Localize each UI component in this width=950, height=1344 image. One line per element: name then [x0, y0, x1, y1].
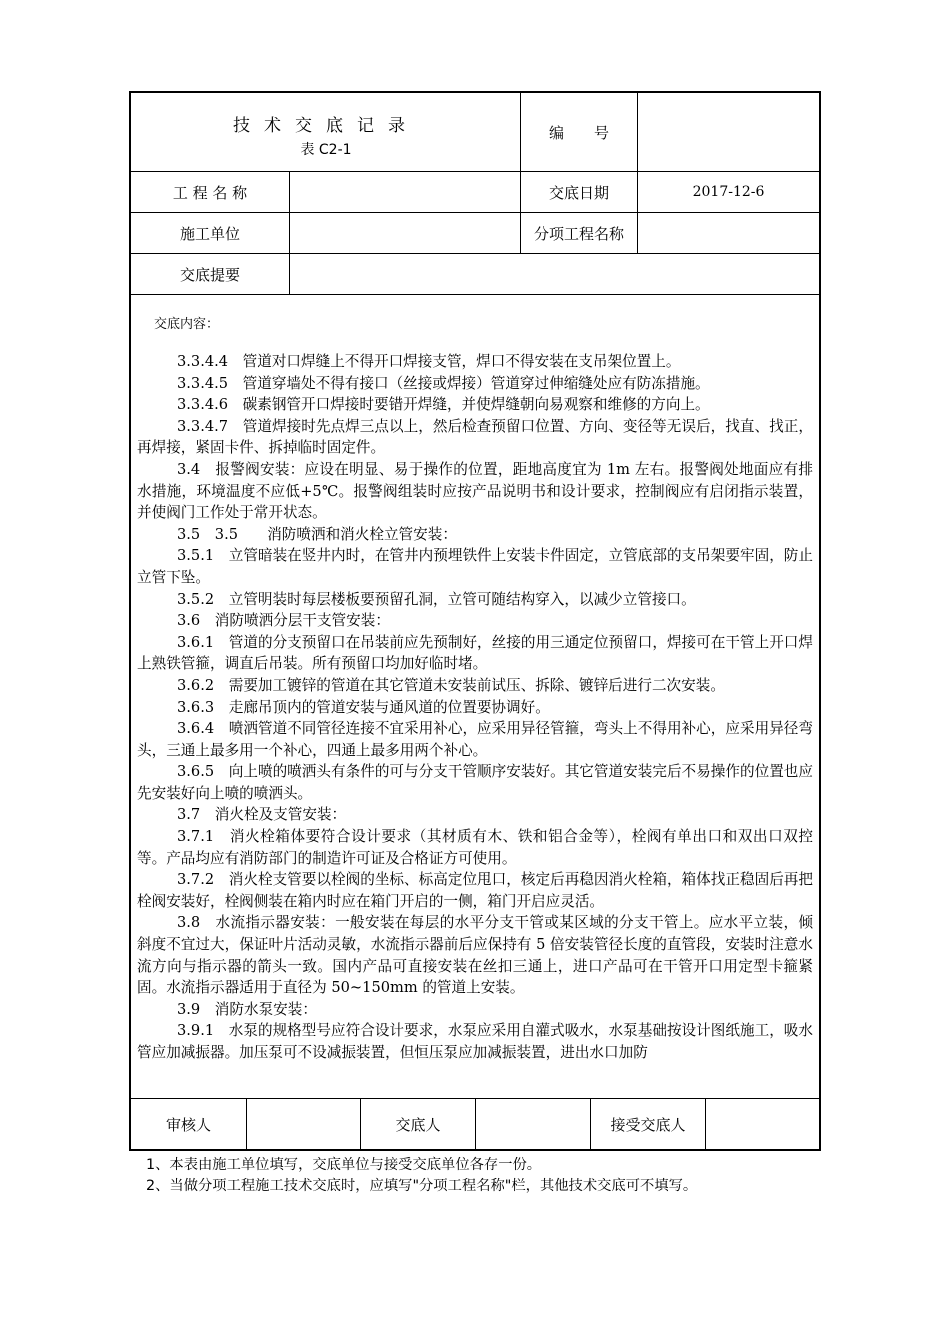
sub-project-label: 分项工程名称: [533, 224, 624, 243]
summary-value[interactable]: [290, 254, 819, 294]
content-paragraph: 3.7 消火栓及支管安装：: [177, 806, 347, 824]
content-paragraph: 3.4 报警阀安装：应设在明显、易于操作的位置，距地高度宜为 1m 左右。报警阀处地面应有排水措施，环境温度不应低+5℃。报警阀组装时应按产品说明书和设计要求，控制阀应有启闭指示装置，并使阀门工作处于常开状态。: [137, 460, 813, 522]
date-value[interactable]: 2017-12-6: [692, 184, 765, 200]
content-paragraph: 3.5 3.5 消防喷洒和消火栓立管安装：: [177, 525, 457, 543]
summary-label: 交底提要: [179, 265, 240, 284]
number-label: 编 号: [548, 123, 609, 142]
content-paragraph: 3.6.2 需要加工镀锌的管道在其它管道未安装前试压、拆除、镀锌后进行二次安装。: [177, 676, 725, 694]
content-paragraph: 3.6.1 管道的分支预留口在吊装前应先预制好，丝接的用三通定位预留口，焊接可在干管上开口焊上熟铁管箍，调直后吊装。所有预留口均加好临时堵。: [137, 633, 813, 673]
content-paragraph: 3.9.1 水泵的规格型号应符合设计要求，水泵应采用自灌式吸水，水泵基础按设计图纸施工，吸水管应加减振器。加压泵可不设减振装置，但恒压泵应加减振装置，进出水口加防: [137, 1022, 813, 1061]
content-paragraph: 3.3.4.4 管道对口焊缝上不得开口焊接支管，焊口不得安装在支吊架位置上。: [177, 353, 681, 370]
content-body: [137, 351, 813, 1064]
form-title: 技术交底记录: [233, 116, 419, 136]
form-number: 表 C2-1: [300, 142, 352, 158]
content-paragraph: 3.6.3 走廊吊顶内的管道安装与通风道的位置要协调好。: [177, 698, 550, 716]
construction-unit-label: 施工单位: [179, 224, 240, 243]
content-paragraph: 3.3.4.5 管道穿墙处不得有接口（丝接或焊接）管道穿过伸缩缝处应有防冻措施。: [177, 374, 710, 392]
content-paragraph: 3.7.2 消火栓支管要以栓阀的坐标、标高定位甩口，核定后再稳因消火栓箱，箱体找正稳固后再把栓阀安装好，栓阀侧装在箱内时应在箱门开启的一侧，箱门开启应灵活。: [137, 871, 813, 910]
project-name-label: 工 程 名 称: [172, 183, 248, 202]
receiver-label: 接受交底人: [610, 1115, 686, 1134]
content-paragraph: 3.5.1 立管暗装在竖井内时，在管井内预埋铁件上安装卡件固定，立管底部的支吊架要牢固，防止立管下坠。: [137, 547, 813, 586]
reviewer-value[interactable]: [247, 1099, 360, 1149]
construction-unit-value[interactable]: [290, 213, 520, 253]
content-paragraph: 3.6 消防喷洒分层干支管安装：: [177, 612, 390, 630]
content-paragraph: 3.3.4.7 管道焊接时先点焊三点以上，然后检查预留口位置、方向、变径等无误后，找直、找正，再焊接，紧固卡件、拆掉临时固定件。: [137, 417, 813, 457]
content-paragraph: 3.3.4.6 碳素钢管开口焊接时要错开焊缝，并使焊缝朝向易观察和维修的方向上。: [177, 396, 710, 414]
note-line: 1、本表由施工单位填写，交底单位与接受交底单位各存一份。: [146, 1157, 542, 1173]
note-line: 2、当做分项工程施工技术交底时，应填写"分项工程名称"栏，其他技术交底可不填写。: [146, 1178, 698, 1194]
content-paragraph: 3.8 水流指示器安装：一般安装在每层的水平分支干管或某区域的分支干管上。应水平立装，倾斜度不宜过大，保证叶片活动灵敏，水流指示器前后应保持有 5 倍安装管径长度的直管段，安装时注意水流方向与指示器的箭头一致。国内产品可直接安装在丝扣三通上，进口产品可在干管开口用定型卡箍紧固。水流指示器适用于直径为 50~150mm 的管道上安装。: [137, 914, 813, 997]
date-label: 交底日期: [548, 183, 609, 202]
discloser-label: 交底人: [395, 1115, 441, 1134]
receiver-value[interactable]: [706, 1099, 819, 1149]
content-paragraph: 3.6.4 喷洒管道不同管径连接不宜采用补心，应采用异径管箍，弯头上不得用补心，应采用异径弯头，三通上最多用一个补心，四通上最多用两个补心。: [137, 720, 813, 759]
reviewer-label: 审核人: [165, 1115, 211, 1134]
project-name-value[interactable]: [290, 172, 520, 212]
content-paragraph: 3.6.5 向上喷的喷洒头有条件的可与分支干管顺序安装好。其它管道安装完后不易操作的位置也应先安装好向上喷的喷洒头。: [137, 763, 813, 802]
disclosure-content: [131, 294, 819, 1088]
content-paragraph: 3.5.2 立管明装时每层楼板要预留孔洞，立管可随结构穿入，以减少立管接口。: [177, 590, 696, 608]
technical-disclosure-form: [129, 91, 821, 1151]
content-paragraph: 3.9 消防水泵安装：: [177, 1000, 317, 1018]
discloser-value[interactable]: [476, 1099, 590, 1149]
content-paragraph: 3.7.1 消火栓箱体要符合设计要求（其材质有木、铁和铝合金等），栓阀有单出口和双出口双控等。产品均应有消防部门的制造许可证及合格证方可使用。: [137, 828, 813, 867]
sub-project-value[interactable]: [638, 213, 819, 253]
content-label: 交底内容：: [154, 317, 220, 332]
number-value[interactable]: [638, 93, 819, 171]
form-notes: [146, 1155, 697, 1197]
form-title-block: [131, 93, 521, 171]
